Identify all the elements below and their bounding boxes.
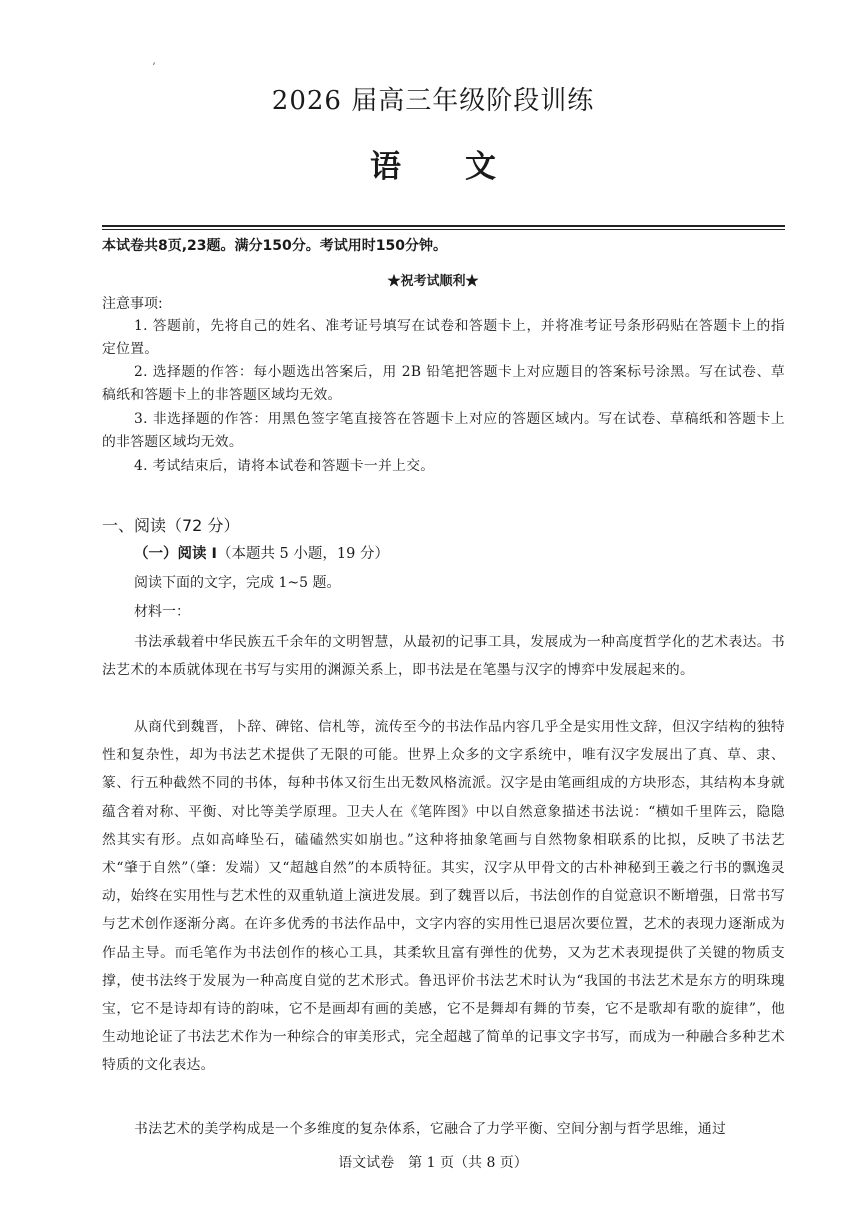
passage-paragraph: 从商代到魏晋，卜辞、碑铭、信札等，流传至今的书法作品内容几乎全是实用性文辞，但汉字结构的独特性和复杂性，却为书法艺术提供了无限的可能。世界上众多的文字系统中，唯有汉字发展出了真、草、隶、篆、行五种截然不同的书体，每种书体又衍生出无数风格流派。汉字是由笔画组成的方块形态，其结构本身就蕴含着对称、平衡、对比等美学原理。卫夫人在《笔阵图》中以自然意象描述书法说：“横如千里阵云，隐隐然其实有形。点如高峰坠石，磕磕然实如崩也。”这种将抽象笔画与自然物象相联系的比拟，反映了书法艺术“肇于自然”（肇：发端）又“超越自然”的本质特征。其实，汉字从甲骨文的古朴神秘到王羲之行书的飘逸灵动，始终在实用性与艺术性的双重轨道上演进发展。到了魏晋以后，书法创作的自觉意识不断增强，日常书写与艺术创作逐渐分离。在许多优秀的书法作品中，文字内容的实用性已退居次要位置，艺术的表现力逐渐成为作品主导。而毛笔作为书法创作的核心工具，其柔软且富有弹性的优势，又为艺术表现提供了关键的物质支撑，使书法终于发展为一种高度自觉的艺术形式。鲁迅评价书法艺术时认为“我国的书法艺术是东方的明珠瑰宝，它不是诗却有诗的韵味，它不是画却有画的美感，它不是舞却有舞的节奏，它不是歌却有歌的旋律”，他生动地论证了书法艺术作为一种综合的审美形式，完全超越了简单的记事文字书写，而成为一种融合多种艺术特质的文化表达。 [102,719,786,1074]
header-rule-thick [102,225,785,227]
section-heading: 一、阅读（72 分） [102,516,240,535]
reading-instruction: 阅读下面的文字，完成 1~5 题。 [134,575,341,591]
scan-mark: ʼ [152,62,156,73]
subject-char-1: 语 [370,149,401,185]
good-luck-banner: ★祝考试顺利★ [387,274,479,289]
part-info: （本题共 5 小题，19 分） [216,546,389,562]
material-label: 材料一： [134,604,190,620]
notice-item: 2. 选择题的作答：每小题选出答案后，用 2B 铅笔把答题卡上对应题目的答案标号涂黑。写在试卷、草稿纸和答题卡上的非答题区域均无效。 [102,364,785,404]
notice-item: 1. 答题前，先将自己的姓名、准考证号填写在试卷和答题卡上，并将准考证号条形码贴在答题卡上的指定位置。 [102,318,785,358]
page-footer: 语文试卷 第 1 页（共 8 页） [338,1155,528,1171]
passage-paragraph: 书法艺术的美学构成是一个多维度的复杂体系，它融合了力学平衡、空间分割与哲学思维，通过 [134,1121,727,1137]
header-rule-thin [102,229,785,230]
passage-paragraph: 书法承载着中华民族五千余年的文明智慧，从最初的记事工具，发展成为一种高度哲学化的艺术表达。书法艺术的本质就体现在书写与实用的渊源关系上，即书法是在笔墨与汉字的博弈中发展起来的。 [102,634,785,678]
notice-item: 3. 非选择题的作答：用黑色签字笔直接答在答题卡上对应的答题区域内。写在试卷、草稿纸和答题卡上的非答题区域均无效。 [102,411,785,451]
part-heading [134,542,389,563]
notice-item: 4. 考试结束后，请将本试卷和答题卡一并上交。 [134,458,435,474]
notice-title: 注意事项: [102,296,163,312]
subject-title [0,141,866,186]
exam-info: 本试卷共8页,23题。满分150分。考试用时150分钟。 [102,238,447,254]
part-label: （一）阅读 I [134,546,217,562]
subject-char-2: 文 [465,149,496,185]
exam-title: 2026 届高三年级阶段训练 [271,86,595,116]
